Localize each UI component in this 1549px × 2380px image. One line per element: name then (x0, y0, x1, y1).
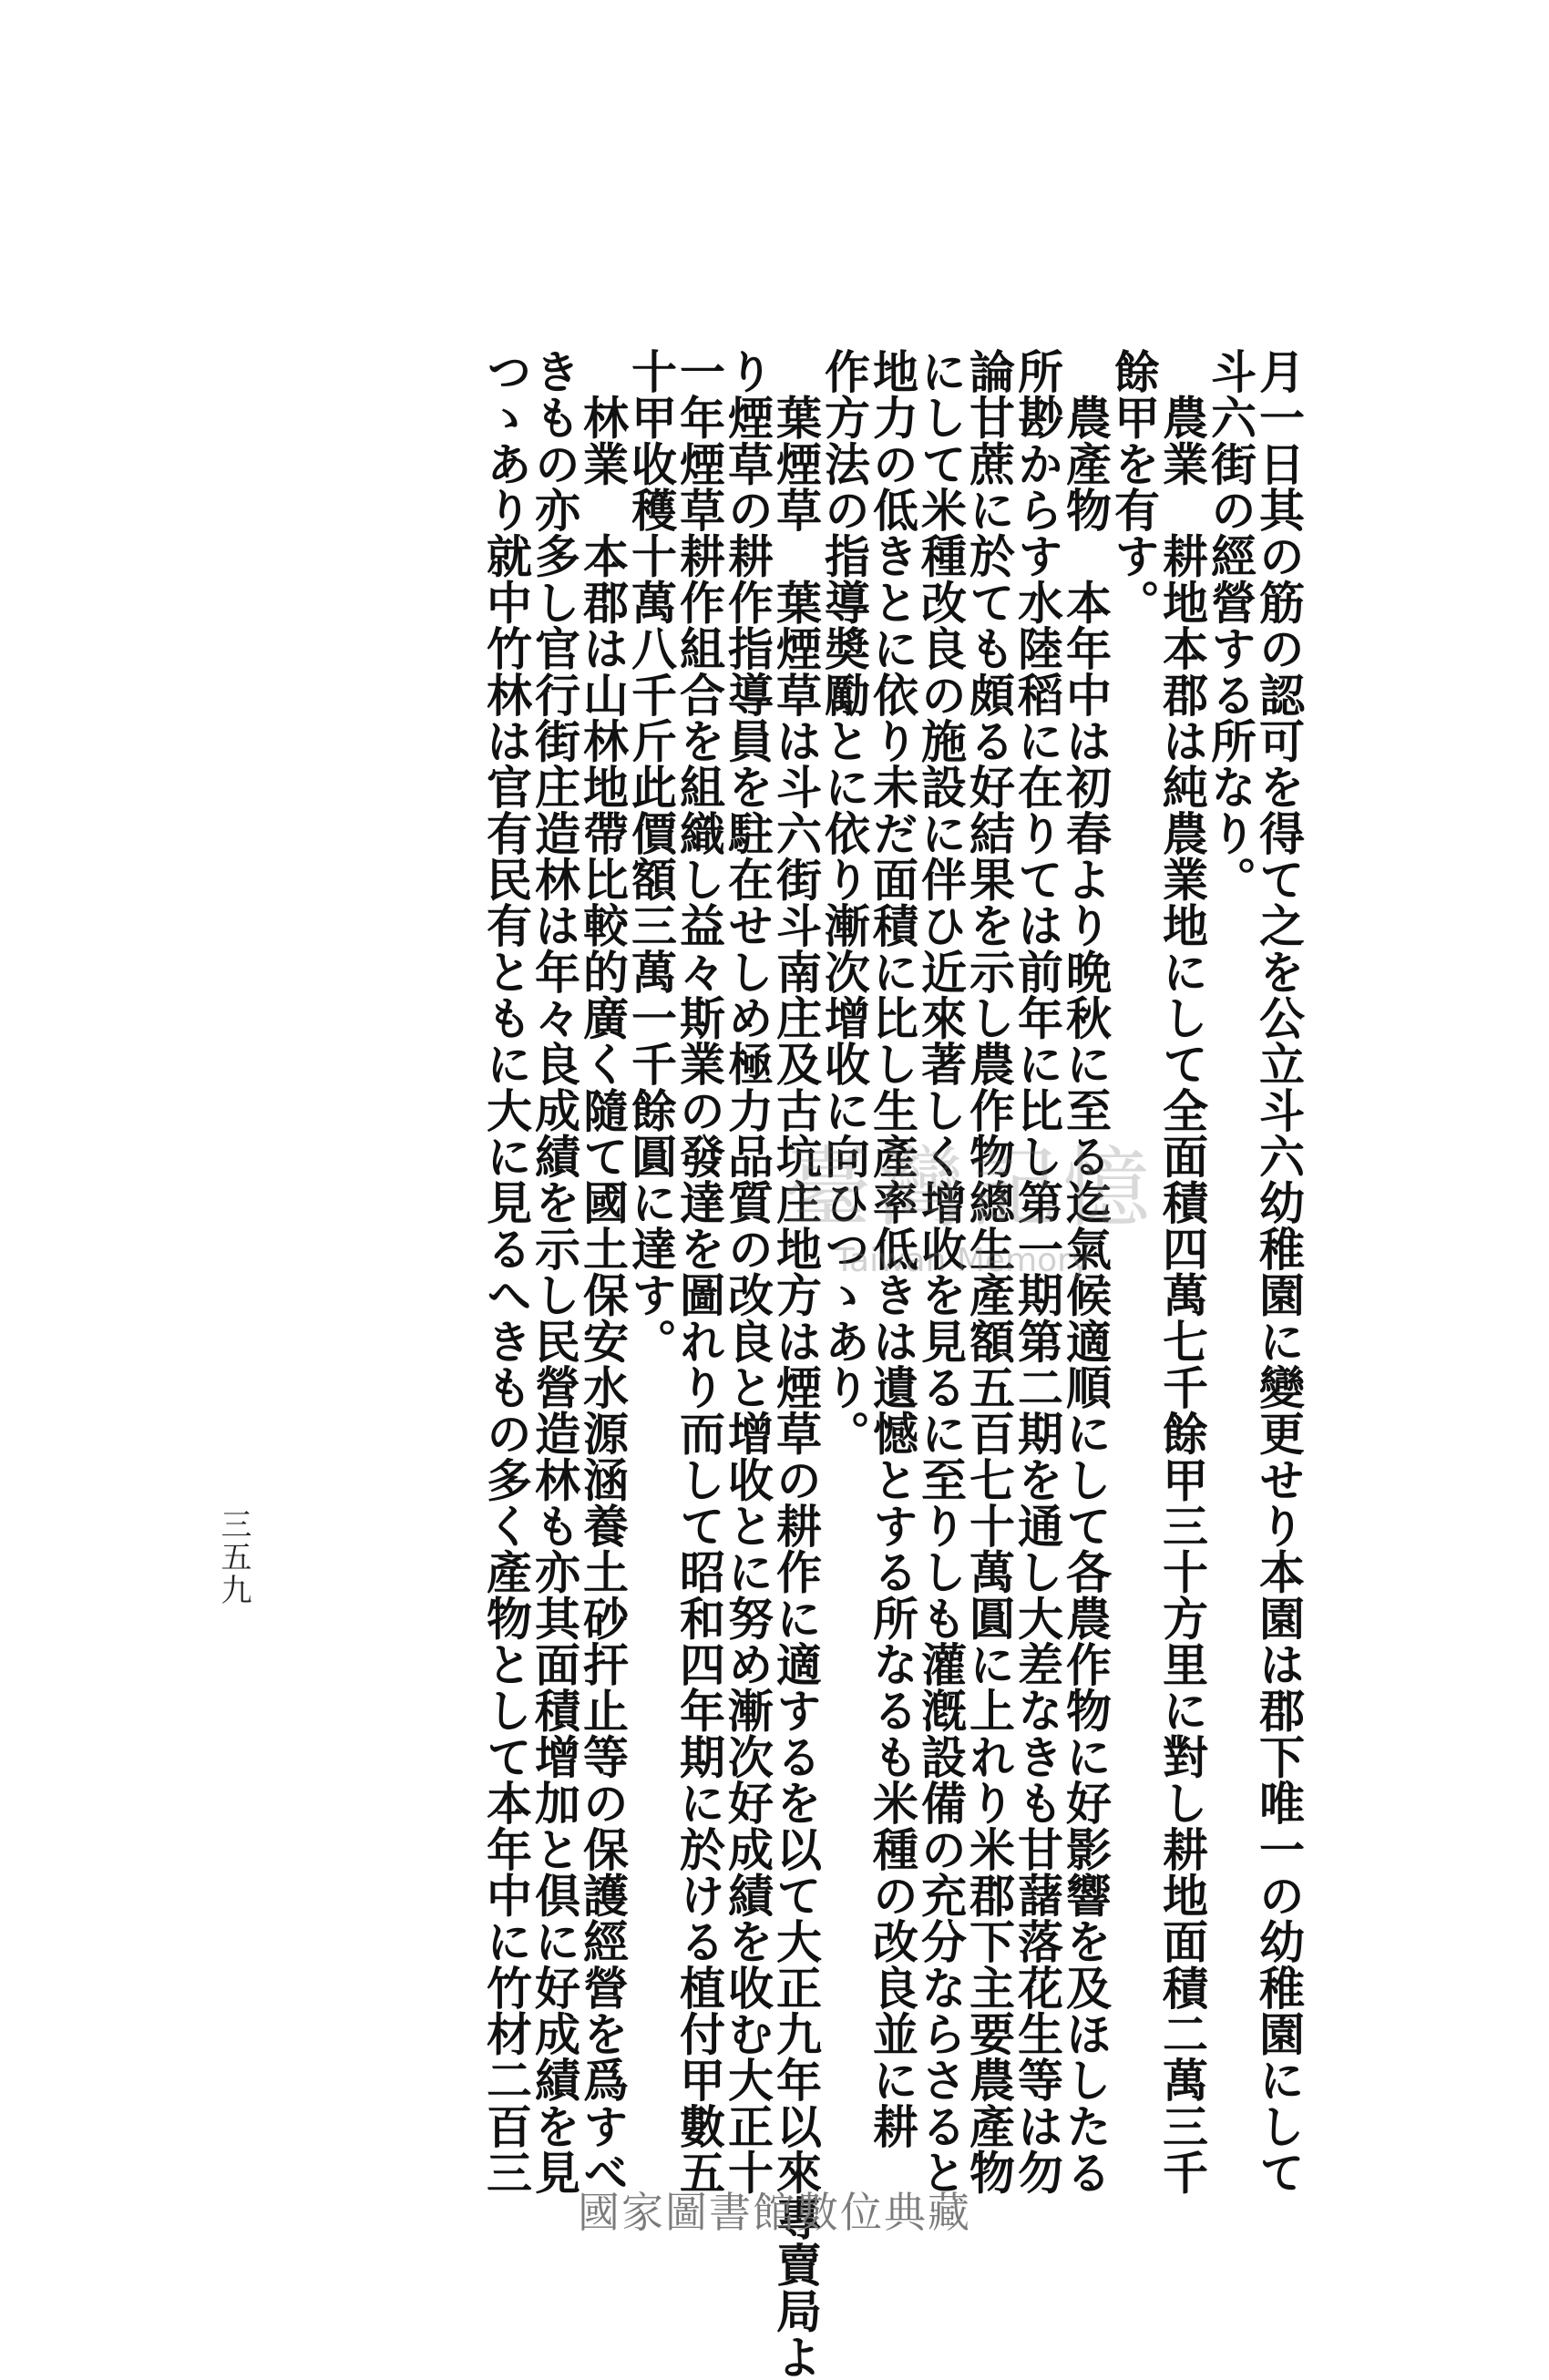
text-column: 論甘蔗に於ても頗る好結果を示し農作物總生產額五百七十萬圓に上れり米郡下主要農產物 (962, 348, 1016, 2196)
text-column: にして米種改良の施設に伴ひ近來著しく增收を見るに至りしも灌漑設備の充分ならさると (914, 348, 968, 2196)
text-column: きもの亦多し官行街庄造林は年々良成績を示し民營造林も亦其面積增加と倶に好成績を見 (528, 348, 581, 2196)
text-column: り煙草の耕作指導員を駐在せしめ極力品質の改良と增收とに努め漸次好成績を收む大正十 (721, 348, 774, 2196)
text-column: 農產物 本年中は初春より晩秋に至る迄氣候適順にして各農作物に好影響を及ほしたる (1059, 348, 1113, 2196)
text-column: 地力の低きとに依り未だ面積に比し生產率低きは遺憾とする所なるも米種の改良並に耕 (866, 348, 919, 2149)
text-column: 所尠からす水陸稻に在りては前年に比し第一期第二期を通し大差なきも甘藷落花生等は勿 (1010, 348, 1064, 2196)
text-column: 作方法の指導奬勵とに依り漸次增收に向ひつゝあり。 (817, 348, 871, 1457)
watermark-logo: 臺灣記憶 (784, 1137, 1155, 1239)
text-column: 農業 耕地本郡は純農業地にして全面積四萬七千餘甲三十方里に對し耕地面積二萬三千 (1155, 348, 1209, 2196)
text-column: 月一日其の筋の認可を得て之を公立斗六幼稚園に變更せり本園は郡下唯一の幼稚園にして (1252, 348, 1306, 2196)
watermark-subtext: Taiwan Memory (835, 1242, 1091, 1279)
text-column: 一年煙草耕作組合を組織し益々斯業の發達を圖れり而して昭和四年期に於ける植付甲數五 (672, 348, 726, 2196)
text-column: 斗六街の經營する所なり。 (1204, 348, 1257, 903)
text-column: つゝあり就中竹林は官有民有ともに大に見るへきもの多く產物として本年中に竹材二百三 (479, 348, 533, 2196)
footer-credit: 國家圖書館數位典藏 (578, 2188, 971, 2237)
page-number: 三五九 (215, 1508, 251, 1606)
text-column: 林業 本郡は山林地帶比較的廣く隨て國土保安水源涵養土砂扞止等の保護經營を爲すべ (576, 348, 630, 2196)
text-column: 餘甲を有す。 (1107, 348, 1161, 626)
text-column: 葉煙草 葉煙草は斗六街斗南庄及古坑庄地方は煙草の耕作に適するを以て大正九年以來專賣局よ (769, 348, 823, 2380)
text-column: 十甲收穫十萬八千斤此價額三萬一千餘圓に達す。 (624, 348, 678, 1364)
